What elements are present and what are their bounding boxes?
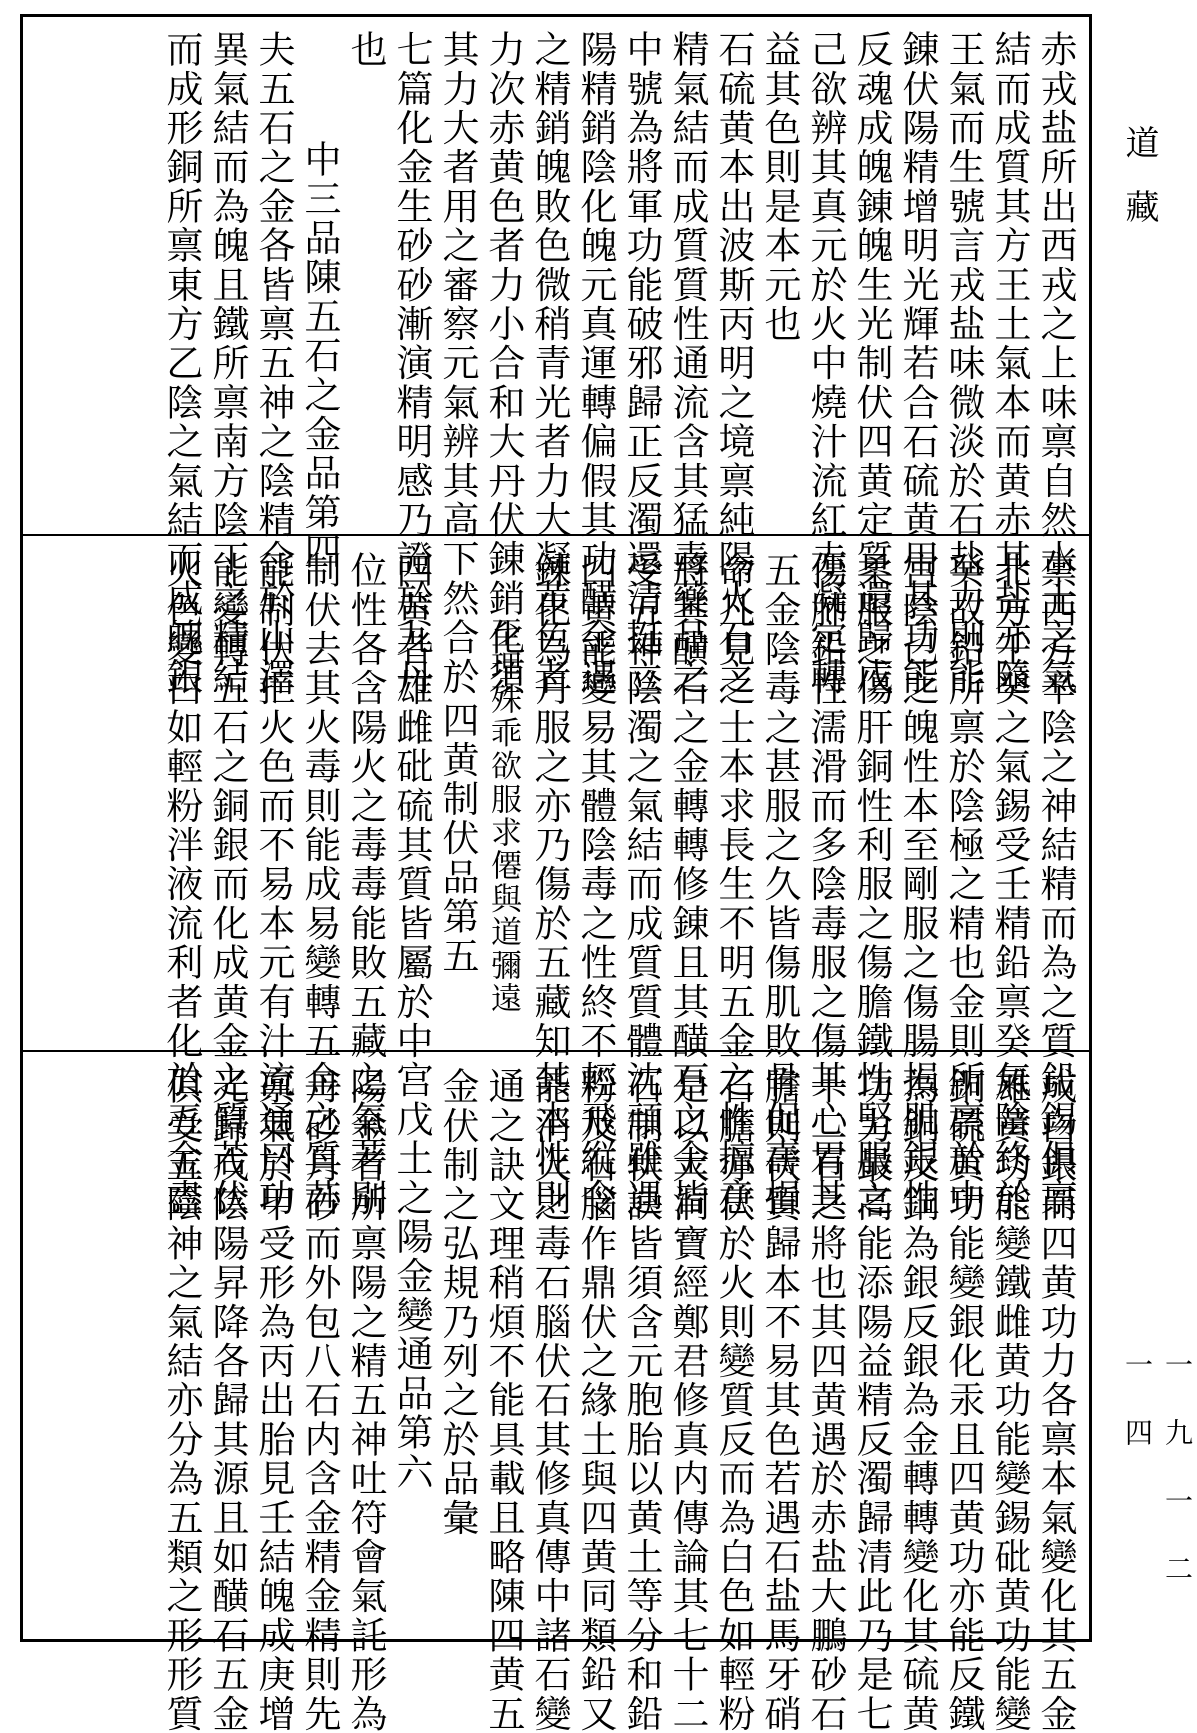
text-column: 為銅反銅為銀反銀為金轉轉變化其硫黄 xyxy=(896,1067,939,1733)
collection-title: 道藏 xyxy=(1119,125,1159,253)
chapter-title: 四黄制伏品第五 xyxy=(436,701,479,976)
text-column: 力次赤黄色者力小合和大丹伏錬銷化須 xyxy=(482,30,525,697)
text-column: 益其色則是本元也 xyxy=(758,30,801,344)
text-column: 反魂成魄錬魄生光制伏四黄定質還歸戊 xyxy=(850,30,893,697)
chapter-title: 陽金變通品第六 xyxy=(390,1217,433,1492)
text-column: 能消火之毒石腦伏石其修真傳中諸石變 xyxy=(528,1067,571,1733)
text-column: 己欲辨其真元於火中燒汁流紅赤凝定轉 xyxy=(804,30,847,697)
text-column: 異氣結而為魄且鐵所禀南方陰丁之精結 xyxy=(206,30,249,697)
text-column: 通之訣文理稍煩不能具載且略陳四黄五 xyxy=(482,1067,525,1733)
text-column: 金伏制之弘規乃列之於品彙 xyxy=(436,1067,479,1538)
text-column: 錬化為丹服之亦乃傷於五藏知其本性則 xyxy=(528,551,571,1218)
text-column: 錬伏陽精增明光輝若合石硫黄用其功能 xyxy=(896,30,939,697)
text-column: 其力大者用之審察元氣辨其高下然合於 xyxy=(436,30,479,697)
text-column: 之精銷魄敗色微稍青光者力大凝黄色者 xyxy=(528,30,571,697)
text-panel-top xyxy=(20,14,1092,697)
text-column: 而成形銅所禀東方乙陰之氣結而成魄銀 xyxy=(160,30,203,697)
text-column: 受五神陰濁之氣結而成質質體沈頑雖遇 xyxy=(620,551,663,1218)
text-column: 柔服之傷肝銅性利服之傷膽鐵性堅服之 xyxy=(850,551,893,1218)
text-column: 俱受五陰神之氣結亦分為五類之形形質 xyxy=(160,1067,203,1733)
text-column: 丹砂丹砂而外包八石内含金精金精則先 xyxy=(298,1067,341,1733)
text-column: 粉及石腦作鼎伏之緣土與四黄同類鉛又 xyxy=(574,1067,617,1733)
text-column: 能變轉五石之銅銀而化成黄金之質若伏 xyxy=(206,551,249,1218)
text-column: 位性各含陽火之毒毒能敗五藏之氣若别 xyxy=(344,551,387,1218)
text-column: 能制伏拒火色而不易本元有汁流通曰功 xyxy=(252,551,295,1218)
text-column: 銅硫黄功能變銀化汞且四黄功亦能反鐵 xyxy=(942,1067,985,1733)
text-column: 陽金者所禀陽之精五神吐符會氣託形為 xyxy=(344,1067,387,1733)
text-column: 命凡見之士本求長生不明五金之性擅意 xyxy=(712,551,755,1218)
text-column: 雄黄功能變鐵雌黄功能變錫砒黄功能變 xyxy=(988,1067,1031,1733)
text-column: 石硫黄本出波斯丙明之境禀純陽火石之 xyxy=(712,30,755,697)
text-column: 王氣而生號言戎盐味微淡於石盐力則能 xyxy=(942,30,985,697)
text-column: 火色變白如輕粉泮液流利者化於五金盡 xyxy=(160,551,203,1218)
text-column: 是以大洞寶經鄭君修真内傳論其七十二 xyxy=(666,1067,709,1733)
text-column: 精氣結而成質質性通流含其猛毒藥品之 xyxy=(666,30,709,697)
text-column: 膽則伏質歸本不易其色若遇石盐馬牙硝 xyxy=(758,1067,801,1733)
text-column: 七篇化金生砂砂漸演精明感乃證於九丹 xyxy=(390,30,433,697)
chapter-title: 中三品陳五石之金品第四 xyxy=(298,140,341,572)
text-column: 北方壬癸之氣錫受壬精鉛禀癸氣陰終於 xyxy=(988,551,1031,1218)
text-column: 中號為將軍功能破邪歸正反濁還清挺立 xyxy=(620,30,663,697)
text-column: 陽精銷陰化魄元真運轉偏假其功䤑金遇 xyxy=(574,30,617,697)
text-column: 傷肺鉛性濡滑而多陰毒服之傷其心胃其 xyxy=(804,551,847,1218)
text-column: 至理殊乖欲服求僊與道彌遠 xyxy=(485,617,521,1016)
text-column: 將其䤑石之金轉轉修錬且其䤑石之金皆 xyxy=(666,551,709,1218)
text-column: 光歸戊陰陽昇降各歸其源且如䤑石五金 xyxy=(206,1067,249,1733)
text-column: 禀西方辛陰之神結精而為之質鉛錫俱禀 xyxy=(1034,551,1077,1218)
text-column: 癸故鉛所禀於陰極之精也金則所禀於中 xyxy=(942,551,985,1218)
text-column: 夫五石之金各皆禀五神之陰精合於山澤 xyxy=(252,30,295,697)
text-column: 結而成質其方王土氣本而黄赤其盐亦隨 xyxy=(988,30,1031,697)
text-column: 十二石之將也其四黄遇於赤盐大鵬砂石 xyxy=(804,1067,847,1733)
text-panel-bottom xyxy=(20,1051,1092,1733)
text-column: 四黄能變易其體陰毒之性終不輕飛縦令 xyxy=(574,551,617,1218)
text-column: 功力最高能添陽益精反濁歸清此乃是七 xyxy=(850,1067,893,1733)
text-column: 石膽亦伏於火則變質反而為白色如輕粉 xyxy=(712,1067,755,1733)
text-column: 成白銀而四黄功力各禀本氣變化其五金 xyxy=(1034,1067,1077,1733)
text-column: 五金陰毒之甚服之久皆傷肌敗骨促壽損 xyxy=(758,551,801,1218)
text-column: 也 xyxy=(344,30,387,70)
text-column: 制伏去其火毒則能成易變轉五金之質若 xyxy=(298,551,341,1218)
text-column: 宫陰己之魄性本至剛服之傷腸損肌銀性 xyxy=(896,551,939,1218)
text-column: 石制伏訣皆須含元胞胎以黄土等分和鉛 xyxy=(620,1067,663,1733)
page-number: 一九一二一四 xyxy=(1121,1350,1194,1622)
text-column: 赤戎盐所出西戎之上味禀自然水土之氣 xyxy=(1034,30,1077,697)
text-panel-middle xyxy=(20,535,1092,1218)
text-column: 禀氣於甲受形為丙出胎見壬結魄成庚增 xyxy=(252,1067,295,1733)
text-column: 四黄者雄雌砒硫其質皆屬於中宫戊土之 xyxy=(390,551,433,1218)
